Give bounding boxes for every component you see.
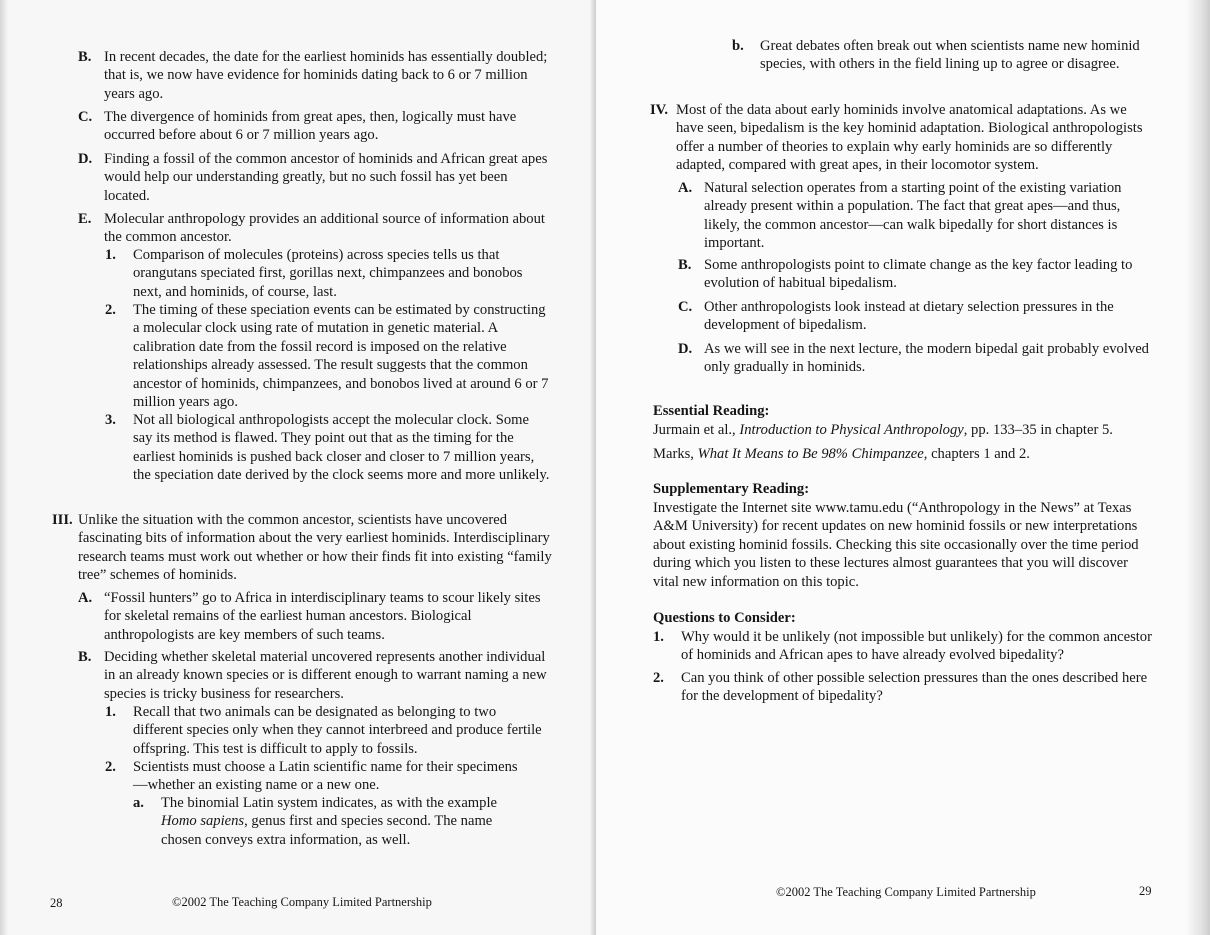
questions-heading: Questions to Consider: — [653, 610, 796, 626]
outline-marker: C. — [78, 109, 93, 125]
supplementary-reading-text: Investigate the Internet site www.tamu.edu (“Anthropology in the News” at Texas A&M University) for recent updates on new hominid fossils or new interpretations about existing hominid fossils. Checking this site occasionally over the time period during which you listen to these lectures almost guarantees that you will discover vital new information on this topic. — [653, 500, 1139, 590]
outline-marker: III. — [52, 512, 73, 528]
outline-item — [78, 589, 552, 644]
outline-marker: A. — [78, 590, 93, 606]
outline-marker: C. — [678, 299, 693, 315]
outline-text: The divergence of hominids from great apes, then, logically must have occurred before about 6 or 7 million years ago. — [104, 109, 517, 144]
outline-item — [78, 210, 550, 247]
right-page — [596, 0, 1210, 935]
outline-item — [678, 298, 1150, 335]
page-number: 28 — [50, 896, 63, 910]
outline-text: Unlike the situation with the common ancestor, scientists have uncovered fascinating bits of information about the very earliest hominids. Interdisciplinary research teams must work out whether or how their finds fit into existing “family tree” schemes of hominids. — [78, 512, 552, 584]
outline-marker: B. — [78, 649, 92, 665]
outline-text: In recent decades, the date for the earliest hominids has essentially doubled; that is, we now have evidence for hominids dating back to 6 or 7 million years ago. — [104, 49, 548, 102]
outline-text: Natural selection operates from a starting point of the existing variation already present within a population. The fact that great apes—and thus, likely, the common ancestor—can walk bipedally for short distances is important. — [704, 180, 1122, 252]
outline-marker: B. — [678, 257, 692, 273]
outline-item — [78, 108, 550, 145]
footer-copyright: ©2002 The Teaching Company Limited Partnership — [776, 885, 1036, 899]
book-title: What It Means to Be 98% Chimpanzee — [697, 446, 924, 462]
outline-marker: 3. — [105, 412, 116, 428]
outline-text: Scientists must choose a Latin scientific name for their specimens—whether an existing name or a new one. — [133, 759, 518, 794]
outline-marker: 2. — [105, 302, 116, 318]
question-item — [653, 628, 1153, 665]
outline-text — [161, 794, 533, 849]
outline-text: Some anthropologists point to climate change as the key factor leading to evolution of habitual bipedalism. — [704, 257, 1133, 292]
outline-item — [78, 648, 552, 703]
outline-item — [650, 101, 1150, 175]
text-segment: , genus first and species second. The name chosen conveys extra information, as well. — [161, 813, 493, 848]
text-segment: , chapters 1 and 2. — [923, 446, 1030, 462]
outline-item — [105, 411, 550, 485]
question-number: 2. — [653, 670, 664, 686]
question-item — [653, 669, 1153, 706]
outline-marker: IV. — [650, 102, 668, 118]
outline-item — [678, 340, 1150, 377]
page-edge-shadow — [1186, 0, 1210, 935]
outline-text: Deciding whether skeletal material uncovered represents another individual in an already known species or is different enough to warrant naming a new species is tricky business for researchers. — [104, 649, 547, 702]
outline-item — [105, 301, 550, 411]
outline-marker: b. — [732, 38, 744, 54]
page-number: 29 — [1139, 884, 1152, 898]
outline-text: “Fossil hunters” go to Africa in interdisciplinary teams to scour likely sites for skeletal remains of the earliest human ancestors. Biological anthropologists are key members of such teams. — [104, 590, 541, 643]
outline-text: Great debates often break out when scientists name new hominid species, with others in the field lining up to agree or disagree. — [760, 38, 1140, 73]
reading-reference — [653, 421, 1153, 439]
footer-copyright: ©2002 The Teaching Company Limited Partnership — [172, 895, 432, 909]
text-segment: Jurmain et al., — [653, 422, 740, 438]
outline-marker: E. — [78, 211, 92, 227]
outline-text: Other anthropologists look instead at dietary selection pressures in the development of bipedalism. — [704, 299, 1114, 334]
outline-marker: a. — [133, 795, 144, 811]
outline-marker: A. — [678, 180, 693, 196]
text-segment: The binomial Latin system indicates, as with the example — [161, 795, 497, 811]
outline-text: Recall that two animals can be designated as belonging to two different species only when they cannot interbreed and produce fertile offspring. This test is difficult to apply to fossils. — [133, 704, 542, 757]
book-title: Introduction to Physical Anthropology — [739, 422, 964, 438]
outline-text: As we will see in the next lecture, the modern bipedal gait probably evolved only gradually in hominids. — [704, 341, 1149, 376]
italic-species-name: Homo sapiens — [161, 813, 245, 830]
outline-item — [732, 37, 1142, 74]
text-segment: , pp. 133–35 in chapter 5. — [963, 422, 1113, 438]
outline-item — [105, 758, 525, 795]
supplementary-reading-heading: Supplementary Reading: — [653, 481, 810, 497]
question-number: 1. — [653, 629, 664, 645]
outline-item — [678, 179, 1150, 253]
outline-item — [133, 794, 533, 849]
left-page — [0, 0, 596, 935]
outline-marker: 1. — [105, 247, 116, 263]
outline-marker: B. — [78, 49, 92, 65]
outline-text: The timing of these speciation events can be estimated by constructing a molecular clock using rate of mutation in genetic material. A calibration date from the fossil record is imposed on the relative relationships already assessed. The result suggests that the common ancestor of hominids, chimpanzees, and bonobos lived at around 6 or 7 million years ago. — [133, 302, 549, 411]
outline-item — [78, 150, 550, 205]
page-edge-shadow — [0, 0, 8, 935]
outline-item — [78, 48, 550, 103]
outline-text: Most of the data about early hominids involve anatomical adaptations. As we have seen, bipedalism is the key hominid adaptation. Biological anthropologists offer a number of theories to explain why early hominids are so differently adapted, compared with great apes, in their locomotor system. — [676, 102, 1143, 174]
outline-marker: D. — [678, 341, 693, 357]
outline-text: Molecular anthropology provides an additional source of information about the common ancestor. — [104, 211, 545, 246]
outline-marker: 1. — [105, 704, 116, 720]
outline-item — [105, 246, 550, 301]
outline-text: Finding a fossil of the common ancestor of hominids and African great apes would help our understanding greatly, but no such fossil has yet been located. — [104, 151, 548, 204]
outline-item — [678, 256, 1150, 293]
outline-text: Not all biological anthropologists accept the molecular clock. Some say its method is flawed. They point out that as the timing for the earliest hominids is pushed back closer and closer to 7 million years, the speciation date derived by the clock seems more and more unlikely. — [133, 412, 550, 484]
text-segment: Marks, — [653, 446, 698, 462]
question-text: Can you think of other possible selection pressures than the ones described here for the development of bipedality? — [681, 670, 1148, 705]
outline-text: Comparison of molecules (proteins) across species tells us that orangutans speciated first, gorillas next, chimpanzees and bonobos next, and hominids, of course, last. — [133, 247, 523, 300]
outline-item — [52, 511, 552, 585]
essential-reading-heading: Essential Reading: — [653, 403, 770, 419]
outline-marker: D. — [78, 151, 93, 167]
outline-item — [105, 703, 545, 758]
outline-marker: 2. — [105, 759, 116, 775]
reading-reference — [653, 445, 1153, 463]
question-text: Why would it be unlikely (not impossible but unlikely) for the common ancestor of hominids and African apes to have already evolved bipedality? — [681, 629, 1152, 664]
